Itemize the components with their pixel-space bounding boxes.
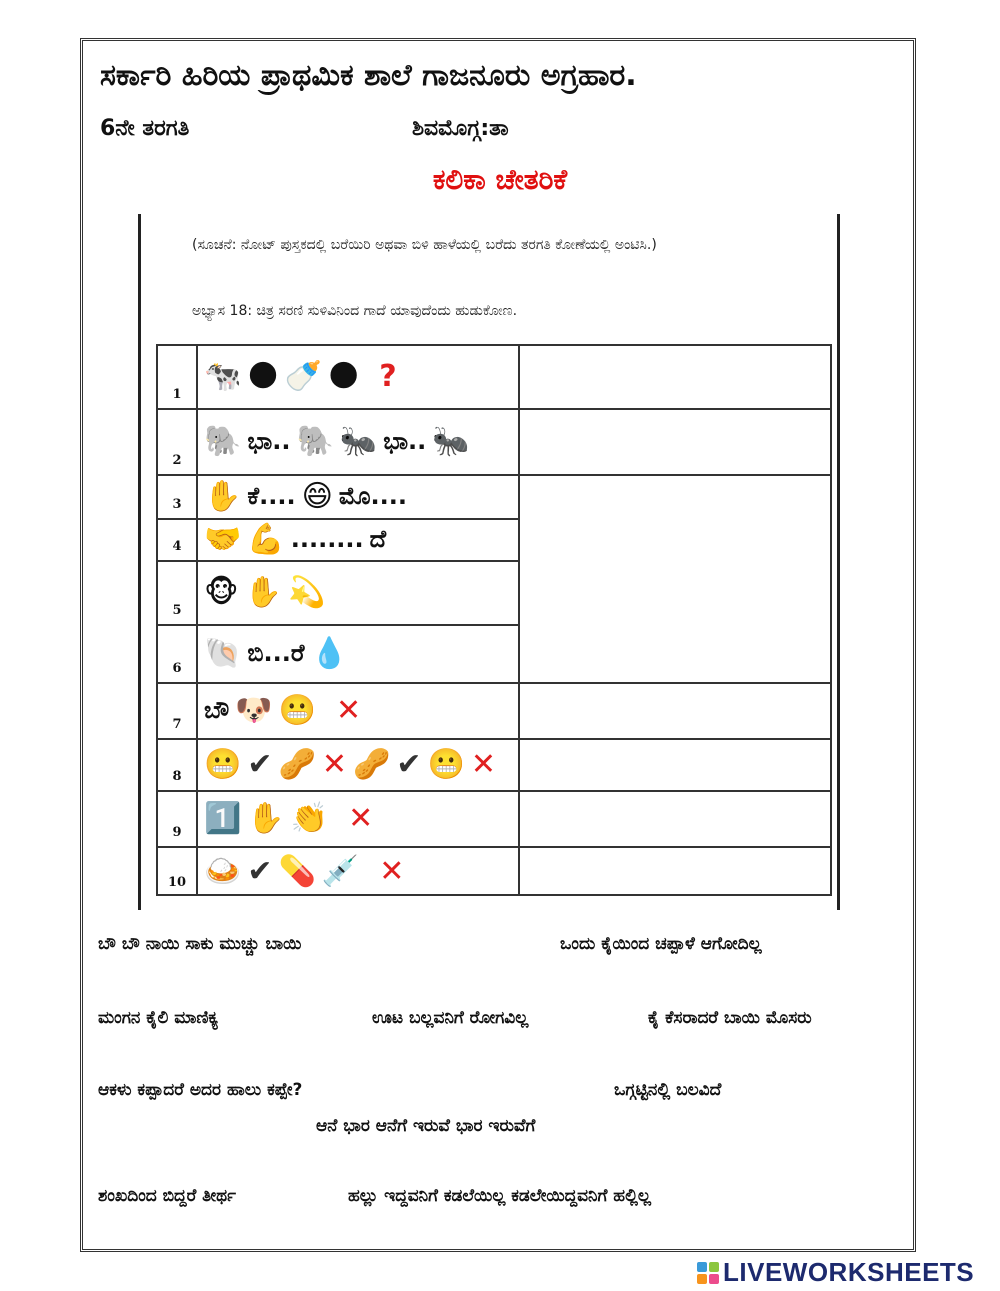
worksheet-title: ಕಲಿಕಾ ಚೇತರಿಕೆ [432, 163, 568, 196]
row-divider [156, 790, 832, 792]
row-divider [156, 846, 832, 848]
instruction-note: (ಸೂಚನೆ: ನೋಟ್ ಪುಸ್ತಕದಲ್ಲಿ ಬರೆಯಿರಿ ಅಥವಾ ಬಿಳಿ ಹಾಳೆಯಲ್ಲಿ ಬರೆದು ತರಗತಿ ಕೋಣೆಯಲ್ಲಿ ಅಂಟಿಸಿ.) [192, 237, 657, 253]
exercise-heading: ಅಭ್ಯಾಸ 18: ಚಿತ್ರ ಸರಣಿ ಸುಳಿವಿನಿಂದ ಗಾದೆ ಯಾವುದೆಂದು ಹುಡುಕೋಣ. [192, 303, 518, 319]
clue-emoji-icon: 😬 [427, 746, 465, 782]
picture-clue [204, 738, 496, 790]
liveworksheets-logo [697, 1257, 974, 1288]
check-icon: ✔ [396, 746, 422, 782]
picture-clue [204, 344, 397, 408]
clue-emoji-icon: 🐜 [432, 423, 470, 459]
picture-clue [204, 518, 386, 560]
row-divider [156, 682, 832, 684]
grade-label: 6ನೇ ತರಗತಿ [100, 116, 190, 141]
check-icon: ✔ [247, 853, 273, 889]
question-mark-icon: ? [379, 358, 397, 394]
row-number: 4 [156, 518, 198, 560]
proverb-option: ಹಲ್ಲು ಇದ್ದವನಿಗೆ ಕಡಲೆಯಿಲ್ಲ ಕಡಲೇಯಿದ್ದವನಿಗೆ ಹಲ್ಲಿಲ್ಲ [348, 1186, 651, 1206]
check-icon: ✔ [247, 746, 273, 782]
liveworksheets-icon [697, 1262, 719, 1284]
answer-cell [518, 624, 832, 682]
clue-text: ಬೌ [204, 696, 230, 724]
table-bottom-line [156, 894, 832, 896]
proverb-option: ಆನೆ ಭಾರ ಆನೆಗೆ ಇರುವೆ ಭಾರ ಇರುವೆಗೆ [316, 1116, 536, 1136]
clue-text: ಬಿ...ರೆ [247, 639, 305, 667]
row-number: 9 [156, 790, 198, 846]
row-divider [156, 560, 518, 562]
clue-emoji-icon: ✋ [204, 478, 242, 514]
row-divider [156, 474, 832, 476]
proverb-option: ಬೌ ಬೌ ನಾಯಿ ಸಾಕು ಮುಚ್ಚು ಬಾಯಿ [98, 934, 302, 954]
clue-text: ದೆ [369, 525, 387, 553]
row-number: 5 [156, 560, 198, 624]
cross-icon: ✕ [470, 746, 496, 782]
brand-text: LIVEWORKSHEETS [723, 1257, 975, 1287]
clue-emoji-icon: 🐚 [204, 635, 242, 671]
row-number: 2 [156, 408, 198, 474]
table-row [156, 518, 832, 560]
table-row [156, 474, 832, 518]
clue-emoji-icon: 🌑 [328, 358, 360, 394]
answer-cell [518, 682, 832, 738]
place-label: ಶಿವಮೊಗ್ಗ:ತಾ [412, 116, 509, 141]
answer-input[interactable] [520, 560, 830, 624]
answer-cell [518, 408, 832, 474]
proverb-option: ಶಂಖದಿಂದ ಬಿದ್ದರೆ ತೀರ್ಥ [98, 1186, 236, 1206]
answer-input[interactable] [520, 790, 830, 846]
answer-input[interactable] [520, 408, 830, 474]
table-row [156, 846, 832, 896]
answer-cell [518, 344, 832, 408]
row-number: 3 [156, 474, 198, 518]
proverb-option: ಒಂದು ಕೈಯಿಂದ ಚಪ್ಪಾಳೆ ಆಗೋದಿಲ್ಲ [560, 934, 762, 954]
table-row [156, 790, 832, 846]
cross-icon: ✕ [379, 853, 405, 889]
answer-input[interactable] [520, 624, 830, 682]
cross-icon: ✕ [336, 692, 362, 728]
picture-clue [204, 846, 404, 896]
row-divider [156, 518, 518, 520]
proverb-option: ಕೈ ಕೆಸರಾದರೆ ಬಾಯಿ ಮೊಸರು [648, 1008, 812, 1028]
clue-emoji-icon: 🐘 [204, 423, 242, 459]
clue-emoji-icon: 🐜 [339, 423, 378, 459]
answer-input[interactable] [520, 738, 830, 790]
answer-input[interactable] [520, 344, 830, 408]
proverb-option: ಒಗ್ಗಟ್ಟಿನಲ್ಲಿ ಬಲವಿದೆ [614, 1080, 722, 1100]
cross-icon: ✕ [348, 800, 374, 836]
school-name: ಸರ್ಕಾರಿ ಹಿರಿಯ ಪ್ರಾಥಮಿಕ ಶಾಲೆ ಗಾಜನೂರು ಅಗ್ರಹಾರ. [100, 58, 637, 93]
clue-emoji-icon: 🤝 [204, 521, 242, 557]
clue-emoji-icon: 🥜 [353, 746, 391, 782]
clue-text: ಮೊ.... [338, 482, 408, 510]
clue-emoji-icon: 🐘 [296, 423, 334, 459]
clue-emoji-icon: 💧 [310, 635, 348, 671]
clue-emoji-icon: 🍛 [204, 853, 242, 889]
answer-cell [518, 560, 832, 624]
clue-emoji-icon: 🥜 [278, 746, 316, 782]
answer-input[interactable] [520, 846, 830, 896]
table-row [156, 408, 832, 474]
row-number: 1 [156, 344, 198, 408]
row-number: 7 [156, 682, 198, 738]
answer-cell [518, 846, 832, 896]
answer-cell [518, 738, 832, 790]
answer-input[interactable] [520, 682, 830, 738]
proverb-option: ಊಟ ಬಲ್ಲವನಿಗೆ ರೋಗವಿಲ್ಲ [372, 1008, 529, 1028]
picture-clue [204, 560, 325, 624]
table-row [156, 560, 832, 624]
clue-emoji-icon: ✋ [244, 574, 283, 610]
answer-input[interactable] [520, 518, 830, 560]
clue-emoji-icon: 💪 [247, 521, 285, 557]
answer-cell [518, 474, 832, 518]
clue-emoji-icon: 😄 [301, 478, 333, 514]
picture-clue [204, 682, 361, 738]
clue-emoji-icon: 🌑 [247, 358, 279, 394]
clue-emoji-icon: 💫 [288, 574, 326, 610]
clue-emoji-icon: 😬 [204, 746, 242, 782]
row-divider [156, 738, 832, 740]
row-number: 10 [156, 846, 198, 896]
clue-text: ಭಾ.. [247, 427, 291, 455]
picture-clue [204, 624, 348, 682]
clue-emoji-icon: 😬 [278, 692, 317, 728]
row-divider [156, 624, 518, 626]
proverb-option: ಮಂಗನ ಕೈಲಿ ಮಾಣಿಕ್ಯ [98, 1008, 219, 1028]
clue-emoji-icon: 💊 [278, 853, 316, 889]
clue-emoji-icon: 1️⃣ [204, 800, 242, 836]
table-row [156, 682, 832, 738]
answer-input[interactable] [520, 474, 830, 518]
answer-cell [518, 518, 832, 560]
table-row [156, 344, 832, 408]
picture-clue [204, 474, 407, 518]
clue-emoji-icon: 🍼 [284, 358, 322, 394]
clue-text: ಭಾ.. [383, 427, 427, 455]
picture-clue [204, 790, 373, 846]
table-row [156, 738, 832, 790]
proverb-option: ಆಕಳು ಕಪ್ಪಾದರೆ ಅದರ ಹಾಲು ಕಪ್ಪೇ? [98, 1080, 303, 1100]
row-number: 6 [156, 624, 198, 682]
row-number: 8 [156, 738, 198, 790]
row-divider [156, 408, 832, 410]
clue-emoji-icon: 💉 [321, 853, 360, 889]
clue-emoji-icon: ✋ [247, 800, 285, 836]
clue-emoji-icon: 🐵 [204, 574, 239, 610]
row-divider [156, 344, 832, 346]
table-row [156, 624, 832, 682]
clue-text: ........ [290, 525, 364, 553]
clue-table [156, 344, 832, 896]
clue-emoji-icon: 🐄 [204, 358, 242, 394]
clue-emoji-icon: 👏 [290, 800, 329, 836]
picture-clue [204, 408, 470, 474]
clue-emoji-icon: 🐶 [235, 692, 273, 728]
cross-icon: ✕ [321, 746, 347, 782]
clue-text: ಕೆ.... [247, 482, 296, 510]
answer-cell [518, 790, 832, 846]
